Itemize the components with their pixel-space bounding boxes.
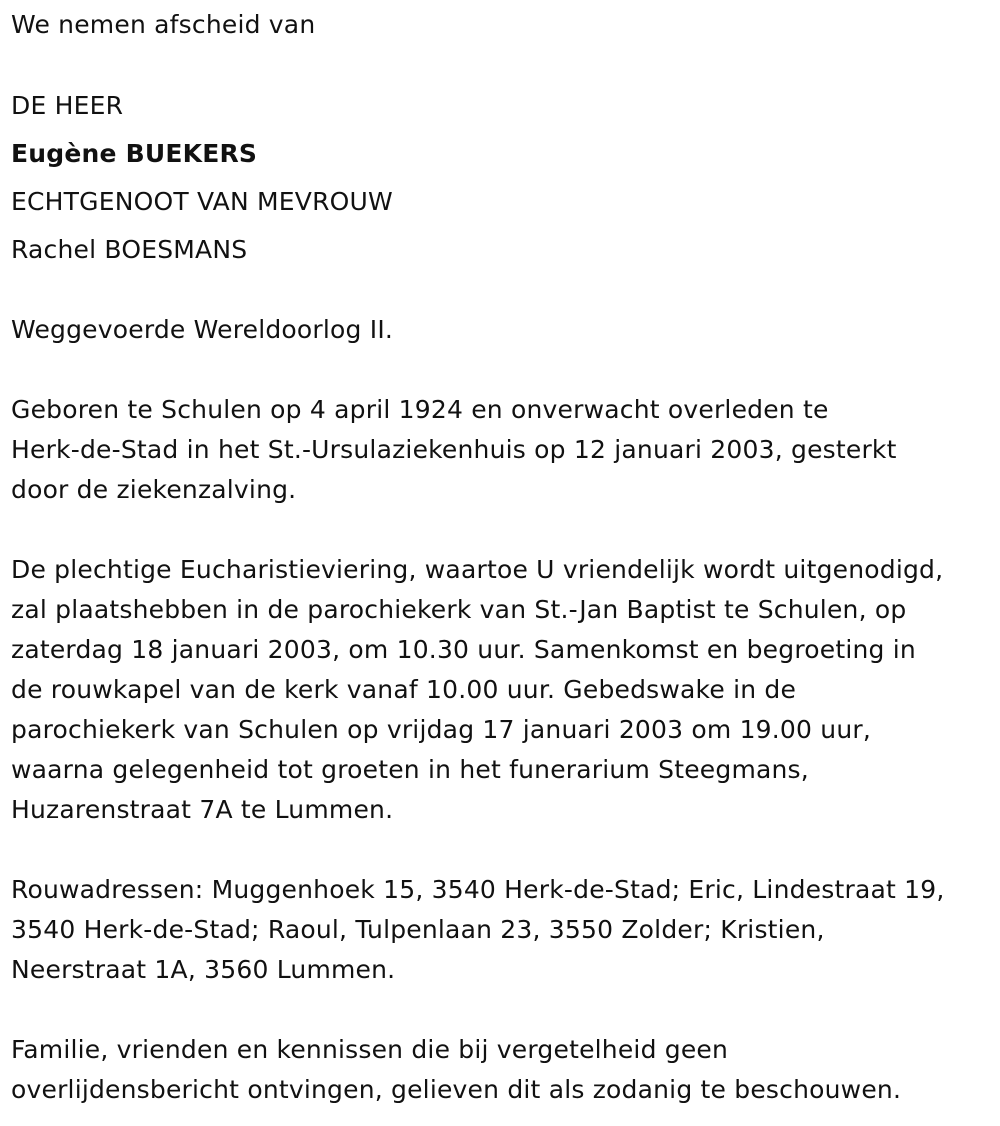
paragraph-line: Herk-de-Stad in het St.-Ursulaziekenhuis op 12 januari 2003, gesterkt bbox=[11, 435, 897, 464]
deceased-name: Eugène BUEKERS bbox=[11, 139, 258, 168]
spouse-label: ECHTGENOOT VAN MEVROUW bbox=[11, 187, 393, 216]
intro-text: We nemen afscheid van bbox=[11, 10, 316, 39]
paragraph-line: Geboren te Schulen op 4 april 1924 en onverwacht overleden te bbox=[11, 395, 829, 424]
paragraph-line: zal plaatshebben in de parochiekerk van St.-Jan Baptist te Schulen, op bbox=[11, 595, 907, 624]
paragraph-line: Familie, vrienden en kennissen die bij vergetelheid geen bbox=[11, 1035, 729, 1064]
paragraph-line: Huzarenstraat 7A te Lummen. bbox=[11, 795, 394, 824]
paragraph-line: overlijdensbericht ontvingen, gelieven dit als zodanig te beschouwen. bbox=[11, 1075, 902, 1104]
paragraph-line: Rouwadressen: Muggenhoek 15, 3540 Herk-de-Stad; Eric, Lindestraat 19, bbox=[11, 875, 945, 904]
paragraph-line: parochiekerk van Schulen op vrijdag 17 januari 2003 om 19.00 uur, bbox=[11, 715, 872, 744]
paragraph-line: Neerstraat 1A, 3560 Lummen. bbox=[11, 955, 396, 984]
paragraph-line: door de ziekenzalving. bbox=[11, 475, 297, 504]
title-text: DE HEER bbox=[11, 91, 124, 120]
note-text: Weggevoerde Wereldoorlog II. bbox=[11, 315, 394, 344]
paragraph-line: de rouwkapel van de kerk vanaf 10.00 uur. Gebedswake in de bbox=[11, 675, 797, 704]
spouse-name: Rachel BOESMANS bbox=[11, 235, 248, 264]
paragraph-line: De plechtige Eucharistieviering, waartoe U vriendelijk wordt uitgenodigd, bbox=[11, 555, 944, 584]
paragraph-line: 3540 Herk-de-Stad; Raoul, Tulpenlaan 23, 3550 Zolder; Kristien, bbox=[11, 915, 825, 944]
paragraph-line: zaterdag 18 januari 2003, om 10.30 uur. Samenkomst en begroeting in bbox=[11, 635, 916, 664]
paragraph-line: waarna gelegenheid tot groeten in het funerarium Steegmans, bbox=[11, 755, 809, 784]
